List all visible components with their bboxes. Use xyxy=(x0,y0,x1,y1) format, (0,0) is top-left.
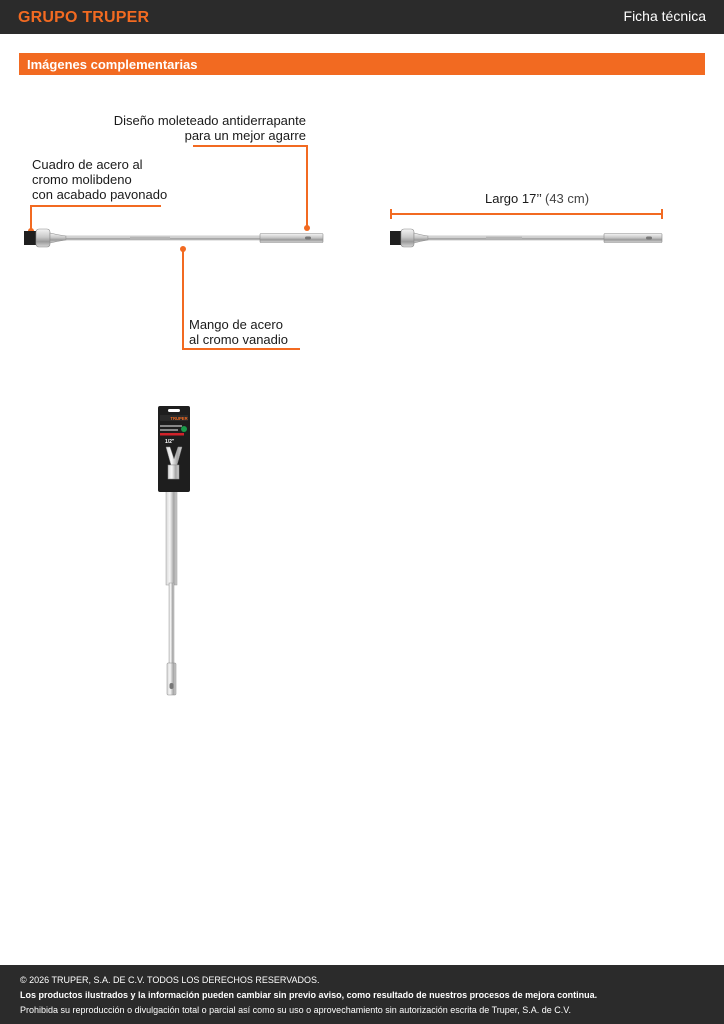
page-header xyxy=(0,0,724,34)
callout-knurl-leader-h xyxy=(193,145,307,147)
section-title: Imágenes complementarias xyxy=(27,57,198,72)
callout-handle-text xyxy=(189,317,288,347)
callout-knurl-line-2: para un mejor agarre xyxy=(184,128,306,143)
page-footer xyxy=(0,965,724,1024)
package-brand-text: TRUPER xyxy=(170,416,188,421)
packaged-product-image xyxy=(156,405,192,699)
callout-length-main: Largo 17’’ xyxy=(485,191,542,206)
dimension-tick-left xyxy=(390,209,392,219)
callout-square-line-2: cromo molibdeno xyxy=(32,172,132,187)
callout-square-text xyxy=(32,157,167,202)
callout-handle-line-1: Mango de acero xyxy=(189,317,283,332)
callout-handle-leader-h xyxy=(182,348,300,350)
dimension-line xyxy=(390,213,663,215)
section-header xyxy=(19,53,705,75)
callout-knurl-text xyxy=(114,113,306,143)
footer-notice: Los productos ilustrados y la información pueden cambiar sin previo aviso, como resultado de nuestros procesos de mejora continua. xyxy=(20,990,598,1000)
document-type-label: Ficha técnica xyxy=(623,8,706,24)
callout-square-line-3: con acabado pavonado xyxy=(32,187,168,202)
callout-length-metric: (43 cm) xyxy=(541,191,590,206)
footer-legal: Prohibida su reproducción o divulgación total o parcial así como su uso o aprovechamiento sin autorización escrita de Truper, S.A. de C.V. xyxy=(20,1005,571,1015)
callout-knurl-line-1: Diseño moleteado antiderrapante xyxy=(113,113,306,128)
footer-copyright: © 2026 TRUPER, S.A. DE C.V. TODOS LOS DERECHOS RESERVADOS. xyxy=(20,975,320,985)
callout-handle-line-2: al cromo vanadio xyxy=(189,332,288,347)
callout-length-text xyxy=(485,191,589,206)
callout-square-leader-h xyxy=(30,205,161,207)
callout-handle-leader-v xyxy=(182,248,184,350)
callout-square-line-1: Cuadro de acero al xyxy=(32,157,143,172)
breaker-bar-image-right xyxy=(388,226,666,250)
callout-knurl-leader-v xyxy=(306,145,308,228)
dimension-tick-right xyxy=(661,209,663,219)
breaker-bar-image-left xyxy=(22,226,326,250)
brand-logo: GRUPO TRUPER xyxy=(18,9,150,26)
package-size-text: 1/2" xyxy=(165,439,175,445)
